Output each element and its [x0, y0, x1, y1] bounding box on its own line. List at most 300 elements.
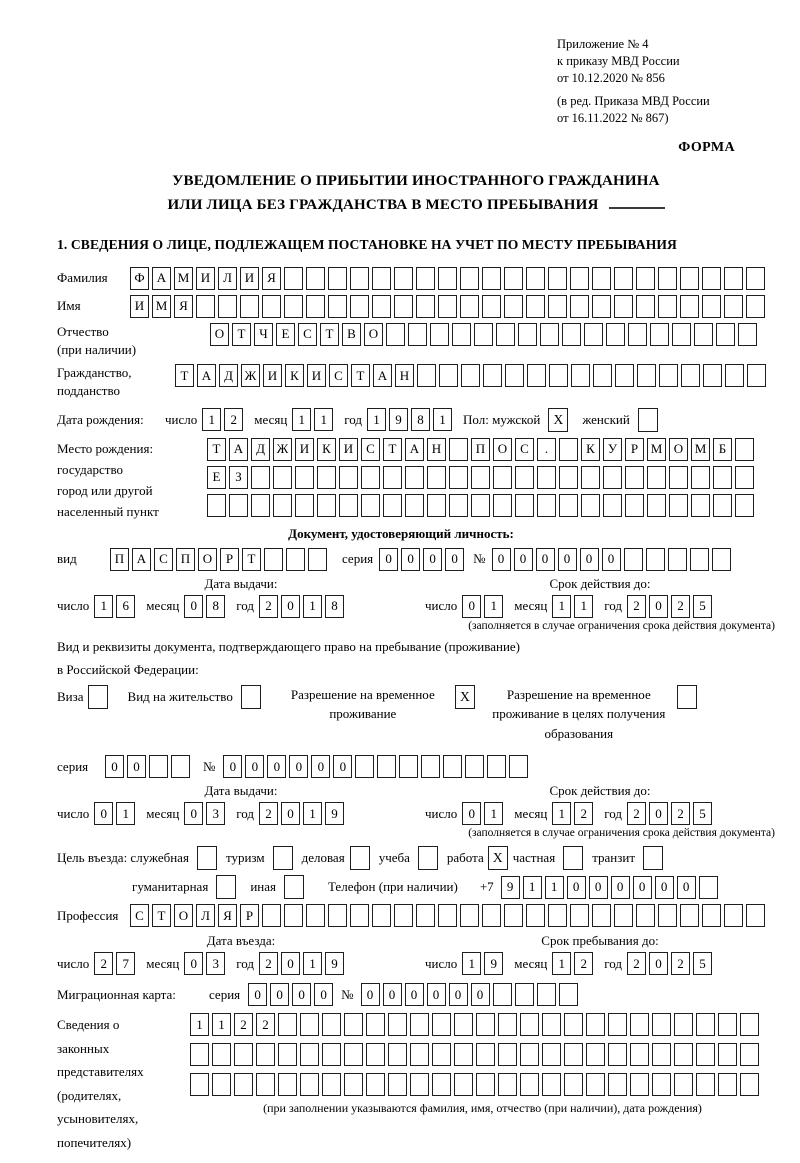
- char-cell[interactable]: 1: [303, 802, 322, 825]
- char-cell[interactable]: Ф: [130, 267, 149, 290]
- char-cell[interactable]: [410, 1013, 429, 1036]
- char-cell[interactable]: Т: [207, 438, 226, 461]
- char-cell[interactable]: [615, 364, 634, 387]
- char-cell[interactable]: [526, 295, 545, 318]
- char-cell[interactable]: [372, 267, 391, 290]
- char-cell[interactable]: О: [210, 323, 229, 346]
- char-cell[interactable]: [614, 295, 633, 318]
- char-cell[interactable]: [286, 548, 305, 571]
- char-cell[interactable]: [190, 1043, 209, 1066]
- char-cell[interactable]: [295, 466, 314, 489]
- char-cell[interactable]: [559, 466, 578, 489]
- char-cell[interactable]: 0: [383, 983, 402, 1006]
- visa-checkbox[interactable]: [88, 685, 108, 709]
- char-cell[interactable]: 9: [325, 952, 344, 975]
- char-cell[interactable]: [207, 494, 226, 517]
- char-cell[interactable]: [438, 904, 457, 927]
- char-cell[interactable]: И: [339, 438, 358, 461]
- char-cell[interactable]: 1: [523, 876, 542, 899]
- char-cell[interactable]: 8: [325, 595, 344, 618]
- char-cell[interactable]: 0: [405, 983, 424, 1006]
- char-cell[interactable]: [718, 1043, 737, 1066]
- purpose-study-checkbox[interactable]: [418, 846, 438, 870]
- char-cell[interactable]: [515, 983, 534, 1006]
- char-cell[interactable]: [716, 323, 735, 346]
- char-cell[interactable]: [696, 1073, 715, 1096]
- char-cell[interactable]: 2: [574, 802, 593, 825]
- char-cell[interactable]: 0: [514, 548, 533, 571]
- char-cell[interactable]: [658, 904, 677, 927]
- char-cell[interactable]: [537, 494, 556, 517]
- char-cell[interactable]: [713, 466, 732, 489]
- female-checkbox[interactable]: [638, 408, 658, 432]
- char-cell[interactable]: 0: [401, 548, 420, 571]
- char-cell[interactable]: [592, 295, 611, 318]
- char-cell[interactable]: [630, 1073, 649, 1096]
- char-cell[interactable]: П: [176, 548, 195, 571]
- char-cell[interactable]: [636, 267, 655, 290]
- char-cell[interactable]: У: [603, 438, 622, 461]
- char-cell[interactable]: [438, 267, 457, 290]
- char-cell[interactable]: [218, 295, 237, 318]
- char-cell[interactable]: [427, 494, 446, 517]
- char-cell[interactable]: [427, 466, 446, 489]
- char-cell[interactable]: 2: [256, 1013, 275, 1036]
- char-cell[interactable]: [386, 323, 405, 346]
- char-cell[interactable]: Р: [220, 548, 239, 571]
- char-cell[interactable]: 0: [333, 755, 352, 778]
- char-cell[interactable]: [251, 494, 270, 517]
- char-cell[interactable]: К: [317, 438, 336, 461]
- char-cell[interactable]: [339, 494, 358, 517]
- char-cell[interactable]: [317, 494, 336, 517]
- char-cell[interactable]: [674, 1043, 693, 1066]
- char-cell[interactable]: [487, 755, 506, 778]
- char-cell[interactable]: [672, 323, 691, 346]
- char-cell[interactable]: [377, 755, 396, 778]
- char-cell[interactable]: [659, 364, 678, 387]
- char-cell[interactable]: [713, 494, 732, 517]
- char-cell[interactable]: 1: [190, 1013, 209, 1036]
- char-cell[interactable]: [746, 295, 765, 318]
- char-cell[interactable]: О: [174, 904, 193, 927]
- male-checkbox[interactable]: X: [548, 408, 568, 432]
- char-cell[interactable]: [264, 548, 283, 571]
- char-cell[interactable]: [366, 1073, 385, 1096]
- char-cell[interactable]: [647, 466, 666, 489]
- char-cell[interactable]: [465, 755, 484, 778]
- char-cell[interactable]: [300, 1043, 319, 1066]
- char-cell[interactable]: [690, 548, 709, 571]
- char-cell[interactable]: [482, 904, 501, 927]
- char-cell[interactable]: [366, 1043, 385, 1066]
- char-cell[interactable]: [584, 323, 603, 346]
- char-cell[interactable]: [540, 323, 559, 346]
- char-cell[interactable]: 0: [292, 983, 311, 1006]
- char-cell[interactable]: 2: [671, 595, 690, 618]
- char-cell[interactable]: [718, 1073, 737, 1096]
- char-cell[interactable]: [608, 1073, 627, 1096]
- char-cell[interactable]: [570, 267, 589, 290]
- char-cell[interactable]: А: [373, 364, 392, 387]
- char-cell[interactable]: [278, 1073, 297, 1096]
- char-cell[interactable]: [548, 904, 567, 927]
- char-cell[interactable]: Д: [251, 438, 270, 461]
- char-cell[interactable]: [460, 904, 479, 927]
- char-cell[interactable]: 2: [627, 952, 646, 975]
- char-cell[interactable]: [328, 904, 347, 927]
- char-cell[interactable]: [339, 466, 358, 489]
- char-cell[interactable]: [498, 1043, 517, 1066]
- char-cell[interactable]: [669, 494, 688, 517]
- char-cell[interactable]: [471, 494, 490, 517]
- char-cell[interactable]: [542, 1073, 561, 1096]
- char-cell[interactable]: [388, 1073, 407, 1096]
- char-cell[interactable]: 1: [574, 595, 593, 618]
- char-cell[interactable]: [251, 466, 270, 489]
- char-cell[interactable]: [738, 323, 757, 346]
- char-cell[interactable]: [284, 267, 303, 290]
- char-cell[interactable]: 0: [184, 802, 203, 825]
- purpose-humanitarian-checkbox[interactable]: [216, 875, 236, 899]
- char-cell[interactable]: [284, 904, 303, 927]
- char-cell[interactable]: [696, 1043, 715, 1066]
- char-cell[interactable]: [526, 267, 545, 290]
- char-cell[interactable]: 0: [589, 876, 608, 899]
- char-cell[interactable]: [718, 1013, 737, 1036]
- char-cell[interactable]: [702, 267, 721, 290]
- char-cell[interactable]: 2: [224, 408, 243, 431]
- char-cell[interactable]: 1: [552, 595, 571, 618]
- char-cell[interactable]: [735, 494, 754, 517]
- char-cell[interactable]: [509, 755, 528, 778]
- char-cell[interactable]: П: [110, 548, 129, 571]
- char-cell[interactable]: 0: [649, 595, 668, 618]
- char-cell[interactable]: [212, 1073, 231, 1096]
- char-cell[interactable]: 0: [184, 595, 203, 618]
- char-cell[interactable]: [581, 466, 600, 489]
- char-cell[interactable]: С: [298, 323, 317, 346]
- char-cell[interactable]: Д: [219, 364, 238, 387]
- purpose-transit-checkbox[interactable]: [643, 846, 663, 870]
- char-cell[interactable]: [628, 323, 647, 346]
- char-cell[interactable]: 0: [281, 595, 300, 618]
- char-cell[interactable]: [593, 364, 612, 387]
- char-cell[interactable]: [430, 323, 449, 346]
- char-cell[interactable]: [361, 466, 380, 489]
- char-cell[interactable]: [625, 494, 644, 517]
- char-cell[interactable]: Е: [207, 466, 226, 489]
- char-cell[interactable]: [212, 1043, 231, 1066]
- char-cell[interactable]: П: [471, 438, 490, 461]
- char-cell[interactable]: А: [229, 438, 248, 461]
- char-cell[interactable]: 0: [611, 876, 630, 899]
- char-cell[interactable]: [476, 1013, 495, 1036]
- char-cell[interactable]: [361, 494, 380, 517]
- char-cell[interactable]: О: [364, 323, 383, 346]
- char-cell[interactable]: [691, 494, 710, 517]
- char-cell[interactable]: И: [240, 267, 259, 290]
- char-cell[interactable]: [571, 364, 590, 387]
- char-cell[interactable]: [681, 364, 700, 387]
- char-cell[interactable]: [564, 1013, 583, 1036]
- char-cell[interactable]: Т: [351, 364, 370, 387]
- purpose-official-checkbox[interactable]: [197, 846, 217, 870]
- char-cell[interactable]: [658, 295, 677, 318]
- char-cell[interactable]: [355, 755, 374, 778]
- residence-permit-checkbox[interactable]: [241, 685, 261, 709]
- char-cell[interactable]: [344, 1043, 363, 1066]
- purpose-tourism-checkbox[interactable]: [273, 846, 293, 870]
- char-cell[interactable]: [520, 1043, 539, 1066]
- char-cell[interactable]: 1: [552, 952, 571, 975]
- char-cell[interactable]: 1: [367, 408, 386, 431]
- char-cell[interactable]: [636, 904, 655, 927]
- char-cell[interactable]: [383, 494, 402, 517]
- purpose-other-checkbox[interactable]: [284, 875, 304, 899]
- char-cell[interactable]: [740, 1013, 759, 1036]
- char-cell[interactable]: [504, 904, 523, 927]
- char-cell[interactable]: [520, 1073, 539, 1096]
- char-cell[interactable]: Я: [262, 267, 281, 290]
- char-cell[interactable]: 8: [206, 595, 225, 618]
- char-cell[interactable]: [234, 1043, 253, 1066]
- char-cell[interactable]: 0: [127, 755, 146, 778]
- char-cell[interactable]: 2: [671, 952, 690, 975]
- char-cell[interactable]: Т: [175, 364, 194, 387]
- char-cell[interactable]: [432, 1073, 451, 1096]
- char-cell[interactable]: О: [493, 438, 512, 461]
- char-cell[interactable]: М: [647, 438, 666, 461]
- char-cell[interactable]: 1: [303, 952, 322, 975]
- char-cell[interactable]: 2: [259, 595, 278, 618]
- char-cell[interactable]: 0: [633, 876, 652, 899]
- char-cell[interactable]: 2: [259, 802, 278, 825]
- char-cell[interactable]: 2: [234, 1013, 253, 1036]
- char-cell[interactable]: [410, 1043, 429, 1066]
- char-cell[interactable]: 0: [281, 952, 300, 975]
- char-cell[interactable]: 5: [693, 802, 712, 825]
- char-cell[interactable]: 0: [567, 876, 586, 899]
- char-cell[interactable]: А: [152, 267, 171, 290]
- char-cell[interactable]: [322, 1013, 341, 1036]
- char-cell[interactable]: [699, 876, 718, 899]
- char-cell[interactable]: [703, 364, 722, 387]
- char-cell[interactable]: 0: [94, 802, 113, 825]
- char-cell[interactable]: [570, 904, 589, 927]
- char-cell[interactable]: [438, 295, 457, 318]
- char-cell[interactable]: [496, 323, 515, 346]
- char-cell[interactable]: [262, 295, 281, 318]
- char-cell[interactable]: 3: [206, 952, 225, 975]
- char-cell[interactable]: 0: [245, 755, 264, 778]
- char-cell[interactable]: И: [263, 364, 282, 387]
- char-cell[interactable]: 0: [105, 755, 124, 778]
- char-cell[interactable]: 1: [202, 408, 221, 431]
- char-cell[interactable]: 0: [184, 952, 203, 975]
- char-cell[interactable]: [674, 1013, 693, 1036]
- char-cell[interactable]: [724, 295, 743, 318]
- char-cell[interactable]: Р: [240, 904, 259, 927]
- char-cell[interactable]: А: [132, 548, 151, 571]
- char-cell[interactable]: 2: [671, 802, 690, 825]
- char-cell[interactable]: С: [515, 438, 534, 461]
- char-cell[interactable]: [614, 267, 633, 290]
- char-cell[interactable]: 2: [259, 952, 278, 975]
- char-cell[interactable]: 8: [411, 408, 430, 431]
- char-cell[interactable]: [328, 267, 347, 290]
- char-cell[interactable]: [394, 295, 413, 318]
- char-cell[interactable]: [454, 1073, 473, 1096]
- char-cell[interactable]: 9: [501, 876, 520, 899]
- char-cell[interactable]: [542, 1013, 561, 1036]
- char-cell[interactable]: [278, 1013, 297, 1036]
- char-cell[interactable]: [630, 1043, 649, 1066]
- char-cell[interactable]: [416, 295, 435, 318]
- char-cell[interactable]: [608, 1013, 627, 1036]
- char-cell[interactable]: [452, 323, 471, 346]
- char-cell[interactable]: М: [174, 267, 193, 290]
- char-cell[interactable]: [306, 904, 325, 927]
- char-cell[interactable]: [449, 466, 468, 489]
- char-cell[interactable]: [646, 548, 665, 571]
- char-cell[interactable]: 9: [325, 802, 344, 825]
- char-cell[interactable]: 2: [627, 802, 646, 825]
- char-cell[interactable]: [273, 494, 292, 517]
- char-cell[interactable]: А: [197, 364, 216, 387]
- char-cell[interactable]: [308, 548, 327, 571]
- char-cell[interactable]: [350, 904, 369, 927]
- char-cell[interactable]: [669, 466, 688, 489]
- char-cell[interactable]: 0: [270, 983, 289, 1006]
- char-cell[interactable]: [483, 364, 502, 387]
- char-cell[interactable]: 0: [655, 876, 674, 899]
- char-cell[interactable]: [149, 755, 168, 778]
- char-cell[interactable]: [273, 466, 292, 489]
- char-cell[interactable]: [586, 1073, 605, 1096]
- char-cell[interactable]: [549, 364, 568, 387]
- char-cell[interactable]: [668, 548, 687, 571]
- char-cell[interactable]: 0: [677, 876, 696, 899]
- char-cell[interactable]: 0: [314, 983, 333, 1006]
- char-cell[interactable]: [306, 267, 325, 290]
- char-cell[interactable]: [608, 1043, 627, 1066]
- char-cell[interactable]: [454, 1043, 473, 1066]
- char-cell[interactable]: [712, 548, 731, 571]
- char-cell[interactable]: [410, 1073, 429, 1096]
- char-cell[interactable]: [658, 267, 677, 290]
- char-cell[interactable]: 1: [314, 408, 333, 431]
- char-cell[interactable]: [366, 1013, 385, 1036]
- char-cell[interactable]: [498, 1073, 517, 1096]
- char-cell[interactable]: [520, 1013, 539, 1036]
- char-cell[interactable]: 0: [311, 755, 330, 778]
- char-cell[interactable]: [559, 494, 578, 517]
- char-cell[interactable]: [322, 1073, 341, 1096]
- char-cell[interactable]: К: [581, 438, 600, 461]
- char-cell[interactable]: [317, 466, 336, 489]
- char-cell[interactable]: [702, 904, 721, 927]
- char-cell[interactable]: [417, 364, 436, 387]
- char-cell[interactable]: [306, 295, 325, 318]
- char-cell[interactable]: Ж: [273, 438, 292, 461]
- char-cell[interactable]: 9: [389, 408, 408, 431]
- char-cell[interactable]: [603, 494, 622, 517]
- char-cell[interactable]: [637, 364, 656, 387]
- char-cell[interactable]: [614, 904, 633, 927]
- char-cell[interactable]: [443, 755, 462, 778]
- char-cell[interactable]: [399, 755, 418, 778]
- char-cell[interactable]: [300, 1073, 319, 1096]
- char-cell[interactable]: [256, 1043, 275, 1066]
- char-cell[interactable]: [586, 1013, 605, 1036]
- char-cell[interactable]: 1: [462, 952, 481, 975]
- char-cell[interactable]: [284, 295, 303, 318]
- char-cell[interactable]: 0: [248, 983, 267, 1006]
- char-cell[interactable]: 2: [574, 952, 593, 975]
- char-cell[interactable]: [694, 323, 713, 346]
- char-cell[interactable]: [564, 1073, 583, 1096]
- char-cell[interactable]: 1: [552, 802, 571, 825]
- char-cell[interactable]: В: [342, 323, 361, 346]
- char-cell[interactable]: [474, 323, 493, 346]
- char-cell[interactable]: К: [285, 364, 304, 387]
- char-cell[interactable]: [372, 295, 391, 318]
- char-cell[interactable]: [295, 494, 314, 517]
- char-cell[interactable]: [449, 438, 468, 461]
- char-cell[interactable]: [559, 983, 578, 1006]
- char-cell[interactable]: И: [295, 438, 314, 461]
- char-cell[interactable]: [606, 323, 625, 346]
- char-cell[interactable]: 1: [303, 595, 322, 618]
- char-cell[interactable]: [625, 466, 644, 489]
- char-cell[interactable]: С: [329, 364, 348, 387]
- char-cell[interactable]: [559, 438, 578, 461]
- char-cell[interactable]: Р: [625, 438, 644, 461]
- char-cell[interactable]: [504, 267, 523, 290]
- char-cell[interactable]: [548, 267, 567, 290]
- purpose-private-checkbox[interactable]: [563, 846, 583, 870]
- char-cell[interactable]: 1: [212, 1013, 231, 1036]
- char-cell[interactable]: [570, 295, 589, 318]
- char-cell[interactable]: А: [405, 438, 424, 461]
- char-cell[interactable]: Т: [232, 323, 251, 346]
- char-cell[interactable]: [278, 1043, 297, 1066]
- char-cell[interactable]: [527, 364, 546, 387]
- char-cell[interactable]: Ж: [241, 364, 260, 387]
- char-cell[interactable]: [747, 364, 766, 387]
- char-cell[interactable]: [526, 904, 545, 927]
- char-cell[interactable]: [564, 1043, 583, 1066]
- char-cell[interactable]: [724, 267, 743, 290]
- char-cell[interactable]: Л: [196, 904, 215, 927]
- char-cell[interactable]: [562, 323, 581, 346]
- purpose-business-checkbox[interactable]: [350, 846, 370, 870]
- char-cell[interactable]: [416, 904, 435, 927]
- char-cell[interactable]: 0: [558, 548, 577, 571]
- char-cell[interactable]: 0: [492, 548, 511, 571]
- char-cell[interactable]: [592, 267, 611, 290]
- char-cell[interactable]: [515, 466, 534, 489]
- char-cell[interactable]: 0: [449, 983, 468, 1006]
- char-cell[interactable]: О: [669, 438, 688, 461]
- char-cell[interactable]: [262, 904, 281, 927]
- temp-residence-checkbox[interactable]: X: [455, 685, 475, 709]
- char-cell[interactable]: Н: [395, 364, 414, 387]
- char-cell[interactable]: 6: [116, 595, 135, 618]
- char-cell[interactable]: [482, 267, 501, 290]
- char-cell[interactable]: [476, 1043, 495, 1066]
